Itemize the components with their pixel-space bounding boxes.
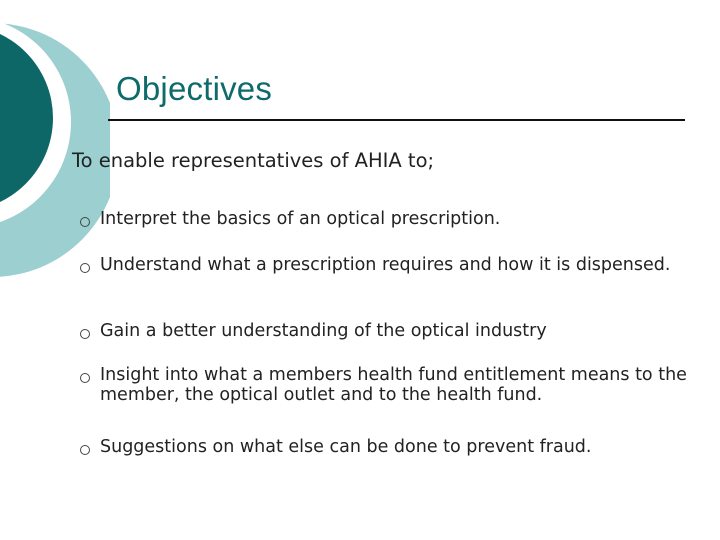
bullet-text: Interpret the basics of an optical prescription. bbox=[100, 209, 501, 229]
bullet-text: Suggestions on what else can be done to prevent fraud. bbox=[100, 437, 592, 457]
intro-text: To enable representatives of AHIA to; bbox=[72, 149, 435, 172]
hollow-circle-bullet-icon bbox=[80, 329, 90, 339]
hollow-circle-bullet-icon bbox=[80, 373, 90, 383]
hollow-circle-bullet-icon bbox=[80, 445, 90, 455]
hollow-circle-bullet-icon bbox=[80, 217, 90, 227]
hollow-circle-bullet-icon bbox=[80, 263, 90, 273]
bullet-text: Gain a better understanding of the optical industry bbox=[100, 321, 547, 341]
bullet-text: Insight into what a members health fund entitlement means to the member, the optical outlet and to the health fund. bbox=[100, 365, 687, 405]
slide-title: Objectives bbox=[116, 70, 273, 107]
bullet-text: Understand what a prescription requires and how it is dispensed. bbox=[100, 255, 671, 275]
